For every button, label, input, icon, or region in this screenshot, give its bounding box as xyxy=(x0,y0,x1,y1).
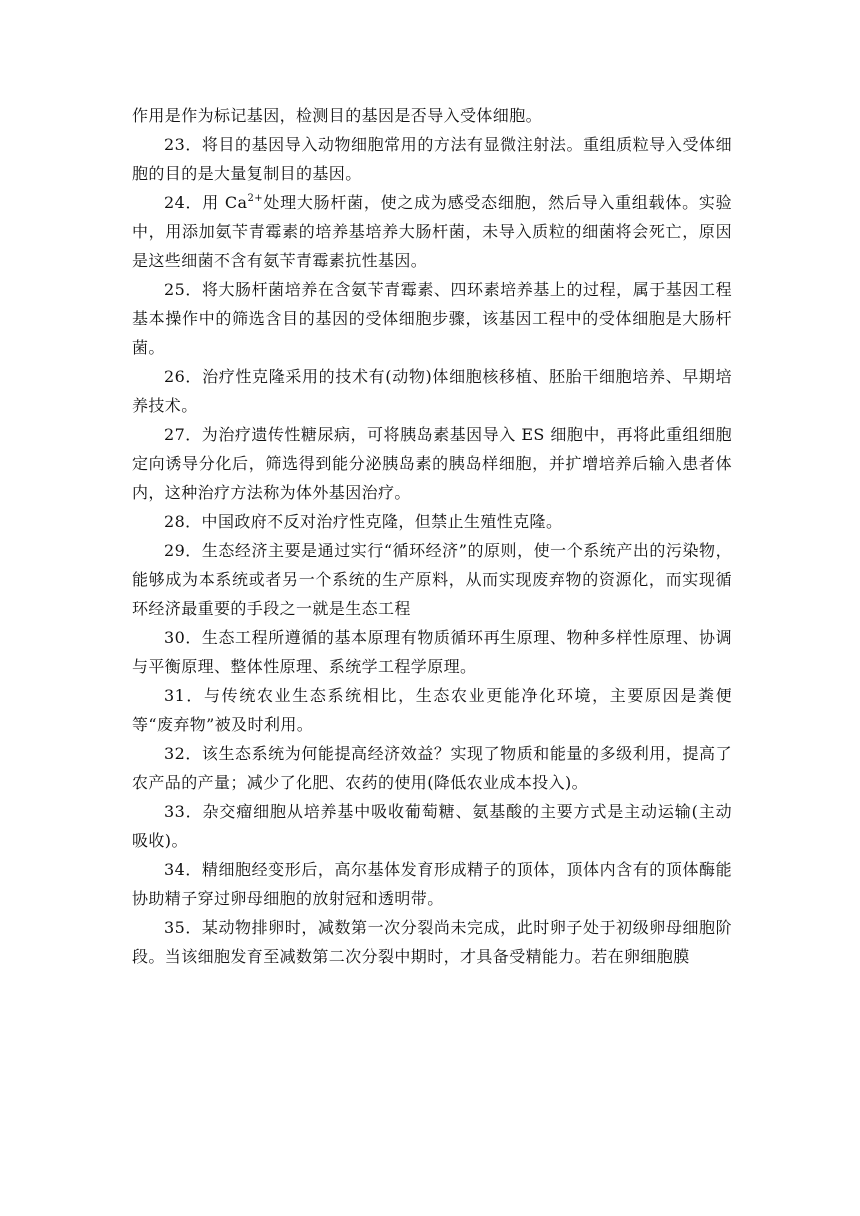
paragraph-25: 25．将大肠杆菌培养在含氨苄青霉素、四环素培养基上的过程，属于基因工程基本操作中的筛选含目的基因的受体细胞步骤，该基因工程中的受体细胞是大肠杆菌。 xyxy=(132,280,732,357)
paragraph-24-part-b: 处理大肠杆菌，使之成为感受态细胞，然后导入重组载体。实验中，用添加氨苄青霉素的培养基培养大肠杆菌，未导入质粒的细菌将会死亡，原因是这些细菌不含有氨苄青霉素抗性基因。 xyxy=(132,193,733,270)
paragraph-32: 32．该生态系统为何能提高经济效益？实现了物质和能量的多级利用，提高了农产品的产量；减少了化肥、农药的使用(降低农业成本投入)。 xyxy=(132,744,732,792)
paragraph-24-part-a: 24．用 Ca xyxy=(164,193,248,212)
paragraph-29: 29．生态经济主要是通过实行“循环经济”的原则，使一个系统产出的污染物，能够成为本系统或者另一个系统的生产原料，从而实现废弃物的资源化，而实现循环经济最重要的手段之一就是生态工程 xyxy=(132,541,732,618)
paragraph-27: 27．为治疗遗传性糖尿病，可将胰岛素基因导入 ES 细胞中，再将此重组细胞定向诱导分化后，筛选得到能分泌胰岛素的胰岛样细胞，并扩增培养后输入患者体内，这种治疗方法称为体外基因治疗。 xyxy=(132,425,732,502)
paragraph-30: 30．生态工程所遵循的基本原理有物质循环再生原理、物种多样性原理、协调与平衡原理、整体性原理、系统学工程学原理。 xyxy=(132,628,732,676)
paragraph-28: 28．中国政府不反对治疗性克隆，但禁止生殖性克隆。 xyxy=(164,512,563,531)
calcium-charge-superscript: 2+ xyxy=(247,192,263,204)
paragraph-31: 31．与传统农业生态系统相比，生态农业更能净化环境，主要原因是粪便等“废弃物”被及时利用。 xyxy=(132,686,732,734)
paragraph-26: 26．治疗性克隆采用的技术有(动物)体细胞核移植、胚胎干细胞培养、早期培养技术。 xyxy=(132,367,732,415)
paragraph-33: 33．杂交瘤细胞从培养基中吸收葡萄糖、氨基酸的主要方式是主动运输(主动吸收)。 xyxy=(132,802,732,850)
paragraph-24 xyxy=(132,188,732,275)
paragraph-continuation: 作用是作为标记基因，检测目的基因是否导入受体细胞。 xyxy=(132,106,543,125)
paragraph-35: 35．某动物排卵时，减数第一次分裂尚未完成，此时卵子处于初级卵母细胞阶段。当该细胞发育至减数第二次分裂中期时，才具备受精能力。若在卵细胞膜 xyxy=(132,918,732,966)
paragraph-34: 34．精细胞经变形后，高尔基体发育形成精子的顶体，顶体内含有的顶体酶能协助精子穿过卵母细胞的放射冠和透明带。 xyxy=(132,860,732,908)
document-page xyxy=(132,101,732,971)
paragraph-23: 23．将目的基因导入动物细胞常用的方法有显微注射法。重组质粒导入受体细胞的目的是大量复制目的基因。 xyxy=(132,135,732,183)
